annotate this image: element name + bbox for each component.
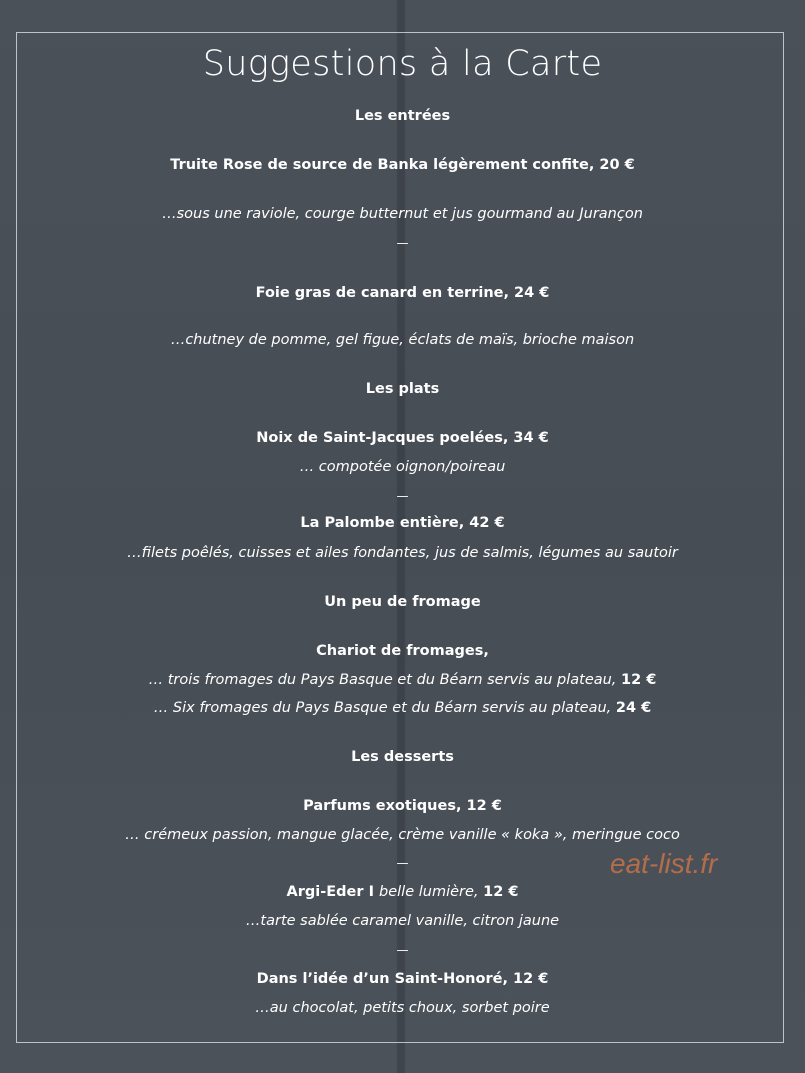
- dish-saint-jacques-name: Noix de Saint-Jacques poelées, 34 €: [256, 430, 549, 446]
- cheese-option-three: [0, 670, 805, 690]
- dish-truite-desc: …sous une raviole, courge butternut et jus gourmand au Jurançon: [162, 206, 643, 222]
- section-heading-desserts: Les desserts: [351, 749, 454, 765]
- dish-parfums-name: Parfums exotiques, 12 €: [303, 798, 502, 814]
- section-heading-plats: Les plats: [365, 381, 440, 397]
- dish-chariot-name: Chariot de fromages,: [316, 643, 489, 659]
- dish-saint-honore-name: Dans l’idée d’un Saint-Honoré, 12 €: [256, 971, 549, 987]
- dish-parfums-desc: … crémeux passion, mangue glacée, crème vanille « koka », meringue coco: [125, 827, 680, 843]
- cheese-option-six-desc: … Six fromages du Pays Basque et du Béarn servis au plateau,: [153, 700, 616, 716]
- dish-saint-honore-desc: …au chocolat, petits choux, sorbet poire: [255, 1000, 550, 1016]
- dish-argi-eder-name: Argi-Eder I: [286, 884, 380, 900]
- dish-argi-eder-desc: …tarte sablée caramel vanille, citron jaune: [245, 913, 560, 929]
- dish-truite-name: Truite Rose de source de Banka légèrement confite, 20 €: [170, 157, 635, 173]
- cheese-option-six: [0, 698, 805, 718]
- dish-foie-gras-name: Foie gras de canard en terrine, 24 €: [255, 285, 550, 301]
- cheese-option-three-price: 12 €: [621, 672, 657, 688]
- dish-saint-jacques-desc: … compotée oignon/poireau: [299, 459, 506, 475]
- section-heading-entrees: Les entrées: [354, 108, 451, 124]
- dish-palombe-desc: …filets poêlés, cuisses et ailes fondantes, jus de salmis, légumes au sautoir: [127, 545, 678, 561]
- separator: —: [396, 489, 409, 503]
- dish-argi-eder-price: 12 €: [483, 884, 519, 900]
- dish-foie-gras-desc: …chutney de pomme, gel figue, éclats de maïs, brioche maison: [170, 332, 635, 348]
- dish-argi-eder-sub: belle lumière,: [379, 884, 484, 900]
- cheese-option-three-desc: … trois fromages du Pays Basque et du Béarn servis au plateau,: [148, 672, 622, 688]
- cheese-option-six-price: 24 €: [615, 700, 652, 716]
- section-heading-fromage: Un peu de fromage: [324, 594, 481, 610]
- dish-argi-eder: [0, 882, 805, 902]
- watermark-logo: eat-list.fr: [610, 848, 718, 879]
- dish-palombe-name: La Palombe entière, 42 €: [300, 515, 505, 531]
- menu-title: Suggestions à la Carte: [202, 44, 603, 84]
- separator: —: [396, 856, 409, 870]
- separator: —: [396, 943, 409, 957]
- separator: —: [396, 236, 409, 250]
